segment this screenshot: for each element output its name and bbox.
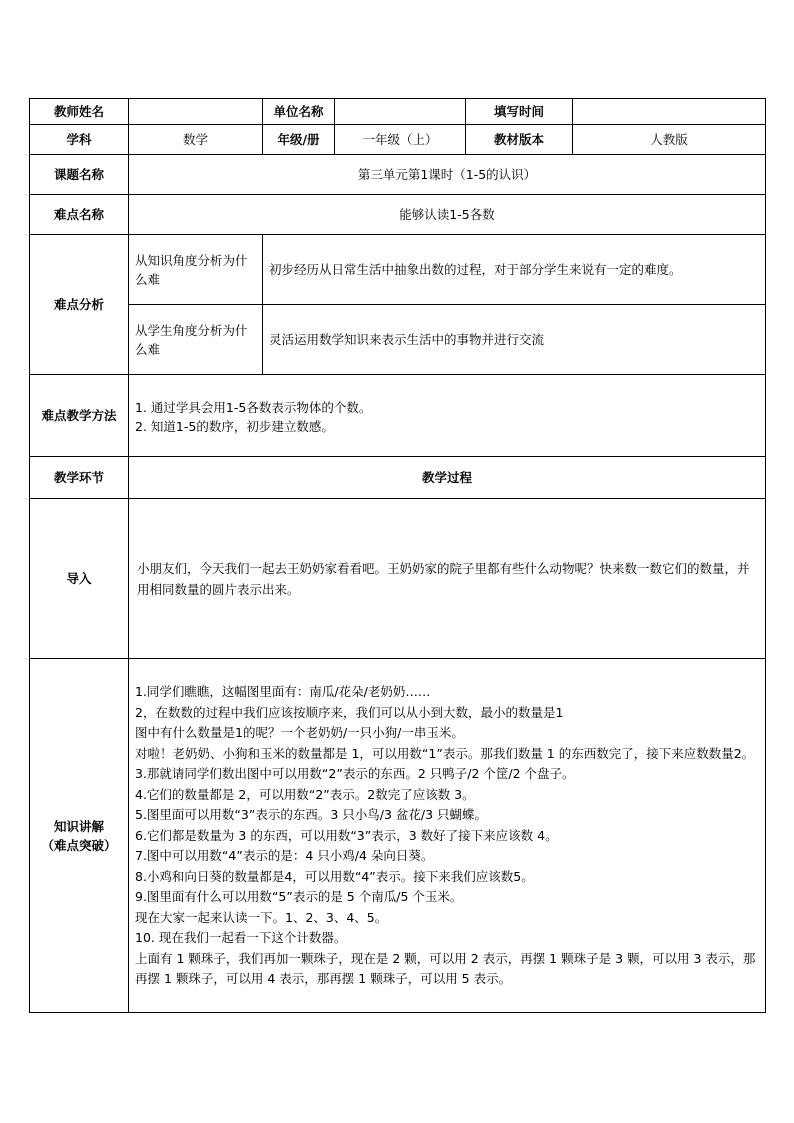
row-knowledge xyxy=(30,659,766,1013)
row-method xyxy=(30,375,766,457)
row-lesson-title xyxy=(30,155,766,195)
method-item: 2. 知道1-5的数序，初步建立数感。 xyxy=(135,418,334,434)
knowledge-line: 3.那就请同学们数出图中可以用数“2”表示的东西。2 只鸭子/2 个筐/2 个盘子。 xyxy=(135,766,575,782)
row-analysis-knowledge xyxy=(30,235,766,305)
teaching-method-list xyxy=(129,375,766,457)
student-angle-value: 灵活运用数学知识来表示生活中的事物并进行交流 xyxy=(263,305,766,375)
knowledge-label-title: 知识讲解 xyxy=(53,818,104,834)
intro-text: 小朋友们，今天我们一起去王奶奶家看看吧。王奶奶家的院子里都有些什么动物呢？快来数一数它们的数量，并用相同数量的圆片表示出来。 xyxy=(129,499,766,659)
lesson-title-label: 课题名称 xyxy=(30,155,129,195)
intro-label: 导入 xyxy=(30,499,129,659)
difficulty-name-label: 难点名称 xyxy=(30,195,129,235)
knowledge-line: 上面有 1 颗珠子，我们再加一颗珠子，现在是 2 颗，可以用 2 表示，再摆 1 颗珠子是 3 颗，可以用 3 表示，那再摆 1 颗珠子，可以用 4 表示，那再摆 1 颗珠子，可以用 5 表示。 xyxy=(135,950,756,987)
knowledge-line: 2，在数数的过程中我们应该按顺序来，我们可以从小到大数，最小的数量是1 xyxy=(135,704,564,720)
knowledge-label-subtitle: （难点突破） xyxy=(41,837,117,853)
knowledge-label xyxy=(30,659,129,1013)
knowledge-line: 1.同学们瞧瞧，这幅图里面有：南瓜/花朵/老奶奶…… xyxy=(135,684,431,700)
row-difficulty-name xyxy=(30,195,766,235)
row-subject xyxy=(30,125,766,155)
difficulty-analysis-label: 难点分析 xyxy=(30,235,129,375)
subject-label: 学科 xyxy=(30,125,129,155)
knowledge-line: 6.它们都是数量为 3 的东西，可以用数“3”表示，3 数好了接下来应该数 4。 xyxy=(135,827,558,843)
unit-name-value[interactable] xyxy=(335,99,466,125)
knowledge-line: 8.小鸡和向日葵的数量都是4，可以用数“4”表示。接下来我们应该数5。 xyxy=(135,868,534,884)
knowledge-line: 5.图里面可以用数“3”表示的东西。3 只小鸟/3 盆花/3 只蝴蝶。 xyxy=(135,807,488,823)
knowledge-angle-value: 初步经历从日常生活中抽象出数的过程，对于部分学生来说有一定的难度。 xyxy=(263,235,766,305)
row-process-header xyxy=(30,457,766,499)
knowledge-line: 7.图中可以用数“4”表示的是：4 只小鸡/4 朵向日葵。 xyxy=(135,848,434,864)
teacher-name-value[interactable] xyxy=(129,99,263,125)
knowledge-line: 现在大家一起来认读一下。1、2、3、4、5。 xyxy=(135,909,388,925)
knowledge-line: 9.图里面有什么可以用数“5”表示的是 5 个南瓜/5 个玉米。 xyxy=(135,889,463,905)
row-intro xyxy=(30,499,766,659)
edition-value: 人教版 xyxy=(573,125,766,155)
grade-value: 一年级（上） xyxy=(335,125,466,155)
edition-label: 教材版本 xyxy=(466,125,573,155)
teaching-stage-label: 教学环节 xyxy=(30,457,129,499)
knowledge-line: 对啦！老奶奶、小狗和玉米的数量都是 1，可以用数“1”表示。那我们数量 1 的东西数完了，接下来应数数量2。 xyxy=(135,745,755,761)
row-teacher xyxy=(30,99,766,125)
knowledge-angle-label: 从知识角度分析为什么难 xyxy=(129,235,263,305)
knowledge-content xyxy=(129,659,766,1013)
difficulty-name-value: 能够认读1-5各数 xyxy=(129,195,766,235)
teaching-method-label: 难点教学方法 xyxy=(30,375,129,457)
subject-value: 数学 xyxy=(129,125,263,155)
lesson-plan-table xyxy=(29,98,766,1013)
student-angle-label: 从学生角度分析为什么难 xyxy=(129,305,263,375)
knowledge-line: 图中有什么数量是1的呢？一个老奶奶/一只小狗/一串玉米。 xyxy=(135,725,464,741)
fill-time-label: 填写时间 xyxy=(466,99,573,125)
knowledge-line: 4.它们的数量都是 2，可以用数“2”表示。2数完了应该数 3。 xyxy=(135,786,475,802)
method-item: 1. 通过学具会用1-5各数表示物体的个数。 xyxy=(135,399,372,415)
grade-label: 年级/册 xyxy=(263,125,335,155)
row-analysis-student xyxy=(30,305,766,375)
lesson-title-value: 第三单元第1课时（1-5的认识） xyxy=(129,155,766,195)
teacher-name-label: 教师姓名 xyxy=(30,99,129,125)
teaching-process-label: 教学过程 xyxy=(129,457,766,499)
knowledge-line: 10. 现在我们一起看一下这个计数器。 xyxy=(135,930,347,946)
unit-name-label: 单位名称 xyxy=(263,99,335,125)
fill-time-value[interactable] xyxy=(573,99,766,125)
